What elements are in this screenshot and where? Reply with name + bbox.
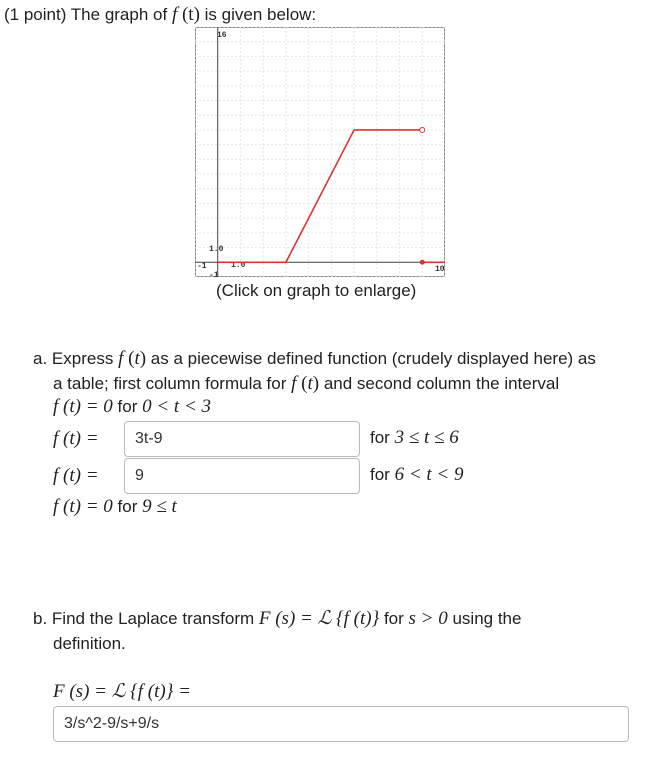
x-neg-label: -1	[197, 262, 207, 271]
graph-caption[interactable]: (Click on graph to enlarge)	[216, 281, 417, 300]
row-2-interval-math: 6 < t < 9	[394, 464, 464, 485]
part-b-math-2: s > 0	[408, 608, 448, 629]
row-1-interval	[370, 427, 459, 449]
y-one-label: 1.0	[209, 245, 224, 254]
fixed-1-expr: f (t) = 0	[53, 396, 113, 417]
laplace-lhs	[53, 680, 191, 703]
open-endpoint	[420, 127, 425, 132]
part-a-text-4: and second column the interval	[323, 374, 560, 393]
row-2-formula-input[interactable]: 9	[124, 458, 360, 494]
part-a-text-3: a table; first column formula for	[53, 374, 287, 393]
laplace-lhs-math: F (s) = ℒ {f (t)} =	[53, 681, 191, 702]
part-a-text-1: Express	[51, 349, 114, 368]
fixed-row-2	[53, 496, 177, 518]
y-max-label: 16	[217, 31, 227, 40]
part-a-fn: f (t)	[118, 348, 147, 369]
closed-endpoint	[420, 260, 425, 265]
row-1-for: for	[370, 428, 390, 447]
fixed-2-interval: 9 ≤ t	[142, 496, 177, 517]
part-b-math-1: F (s) = ℒ {f (t)}	[258, 608, 380, 629]
fn-var: (t)	[181, 4, 200, 25]
fixed-2-expr: f (t) = 0	[53, 496, 113, 517]
y-neg-label: -1	[209, 271, 219, 277]
part-b-text-3: using the	[452, 609, 522, 628]
points-label: (1 point)	[4, 5, 67, 24]
fn-symbol: f	[171, 4, 178, 25]
row-1-lhs: f (t) =	[53, 428, 99, 449]
laplace-answer-input[interactable]: 3/s^2-9/s+9/s	[53, 706, 629, 742]
row-2-interval	[370, 464, 464, 486]
part-b-text-1: Find the Laplace transform	[51, 609, 255, 628]
row-2-lhs: f (t) =	[53, 465, 99, 486]
fixed-row-1	[53, 396, 211, 418]
row-1-interval-math: 3 ≤ t ≤ 6	[394, 427, 459, 448]
header-tail: is given below:	[204, 5, 317, 24]
part-a-fn-2: f (t)	[291, 373, 320, 394]
fixed-2-for: for	[117, 497, 138, 516]
part-b-text-2: for	[383, 609, 404, 628]
header-text: The graph of	[70, 5, 168, 24]
part-b-prompt	[33, 606, 633, 656]
part-b-label: b.	[33, 609, 48, 628]
part-a-prompt	[33, 346, 633, 396]
problem-header	[4, 4, 316, 26]
x-one-label: 1.0	[231, 261, 246, 270]
fixed-1-for: for	[117, 397, 138, 416]
part-b-text-4: definition.	[53, 634, 126, 653]
function-graph[interactable]	[195, 27, 445, 277]
part-a-text-2: as a piecewise defined function (crudely displayed here) as	[150, 349, 596, 368]
part-a-label: a.	[33, 349, 48, 368]
row-2-for: for	[370, 465, 390, 484]
x-max-label: 10	[435, 265, 445, 274]
row-1-formula-input[interactable]: 3t-9	[124, 421, 360, 457]
fixed-1-interval: 0 < t < 3	[142, 396, 212, 417]
